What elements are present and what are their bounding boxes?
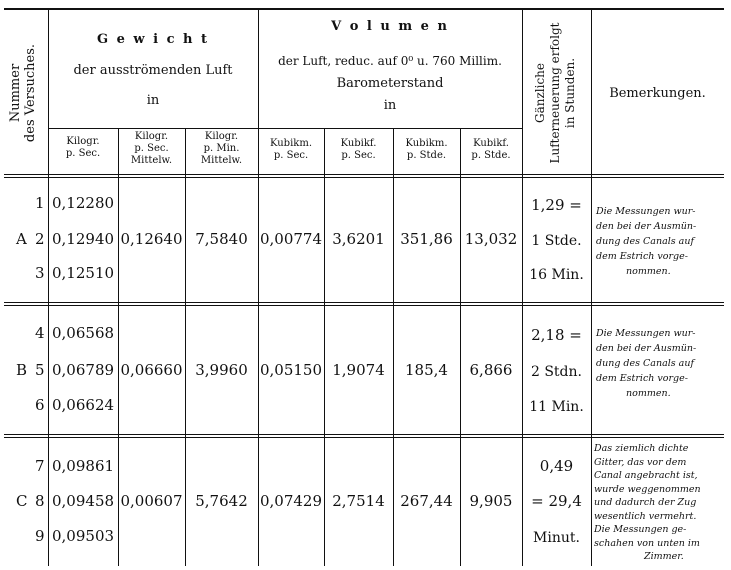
header-bottom-rule — [4, 174, 724, 175]
bemerkung-text — [596, 326, 696, 401]
top-rule — [4, 8, 724, 10]
row-number: 2 — [35, 230, 45, 248]
col-rule-8 — [522, 10, 523, 566]
kg-min-mittel: 5,7642 — [195, 492, 248, 510]
row-number: 1 — [35, 194, 45, 212]
header-gewicht-sub2: in — [146, 93, 160, 108]
unit-kbm-sec-l2: p. Sec. — [273, 150, 309, 161]
erneuerung-line: Minut. — [533, 530, 580, 546]
header-nummer — [8, 28, 42, 158]
kg-sec-mittel: 0,12640 — [120, 230, 183, 248]
unit-kbm-sec — [258, 138, 324, 162]
kbm-std: 185,4 — [405, 361, 448, 379]
row-number: 6 — [35, 396, 45, 414]
unit-kg-min-mittel — [185, 131, 258, 167]
kg-sec-value: 0,09861 — [52, 457, 115, 475]
row-number: 5 — [35, 361, 45, 379]
unit-kbm-std-l2: p. Stde. — [406, 150, 447, 161]
header-erneuerung — [533, 18, 579, 168]
kbm-sec: 0,07429 — [259, 492, 323, 510]
bemerkung-line: den bei der Ausmün- — [596, 221, 697, 232]
group-a-rule — [4, 302, 724, 303]
bemerkung-line: wesentlich vermehrt. — [594, 510, 697, 522]
kg-min-mittel: 7,5840 — [195, 230, 248, 248]
header-volumen-sub3: in — [383, 98, 397, 113]
group-b-rule-2 — [4, 437, 724, 438]
kg-sec-value: 0,06624 — [52, 396, 115, 414]
unit-kbf-std-l2: p. Stde. — [471, 150, 511, 161]
erneuerung-line: 1,29 = — [531, 196, 582, 214]
group-letter: A — [16, 230, 27, 248]
erneuerung-line: 2 Stdn. — [530, 364, 582, 380]
unit-kg-sec — [48, 136, 118, 160]
header-erneuerung-line2: Lufterneuerung erfolgt — [548, 22, 562, 164]
header-bottom-rule-2 — [4, 177, 724, 178]
bemerkung-line: Das ziemlich dichte — [594, 443, 689, 454]
bemerkung-line: wurde weggenommen — [594, 483, 701, 495]
kg-sec-value: 0,12940 — [52, 230, 115, 248]
header-nummer-line1: Nummer — [8, 63, 23, 123]
kg-sec-value: 0,12510 — [52, 264, 115, 282]
unit-kg-sec-mittel-l2: p. Sec. — [134, 143, 169, 154]
group-letter: B — [16, 361, 28, 379]
units-rule — [48, 128, 522, 129]
kbm-std: 267,44 — [400, 492, 453, 510]
unit-kbf-sec-l2: p. Sec. — [341, 150, 376, 161]
kg-sec-value: 0,09458 — [52, 492, 115, 510]
kbm-std: 351,86 — [400, 230, 453, 248]
unit-kbf-std — [460, 138, 522, 162]
kbf-sec: 2,7514 — [332, 492, 385, 510]
kg-sec-value: 0,06789 — [52, 361, 115, 379]
group-a-rule-2 — [4, 305, 724, 306]
kg-sec-mittel: 0,00607 — [120, 492, 183, 510]
kg-min-mittel: 3,9960 — [195, 361, 248, 379]
bemerkung-line: schahen von unten im — [594, 537, 700, 549]
row-number: 8 — [35, 492, 45, 510]
unit-kg-sec-mittel-l3: Mittelw. — [130, 155, 173, 166]
header-volumen-title: V o l u m e n — [331, 19, 449, 34]
bemerkung-line: Die Messungen wur- — [596, 328, 696, 339]
kg-sec-value: 0,09503 — [52, 527, 115, 545]
unit-kbm-sec-l1: Kubikm. — [269, 138, 312, 149]
header-erneuerung-line3: in Stunden. — [563, 57, 577, 129]
erneuerung-line: 2,18 = — [531, 326, 582, 344]
unit-kg-min-mittel-l3: Mittelw. — [200, 155, 243, 166]
erneuerung-line: 0,49 — [539, 457, 574, 475]
bemerkung-line: Gitter, das vor dem — [594, 456, 687, 468]
row-number: 7 — [35, 457, 45, 475]
kbf-sec: 3,6201 — [332, 230, 385, 248]
unit-kbf-sec-l1: Kubikf. — [340, 138, 377, 149]
bemerkung-line: Die Messungen wur- — [596, 206, 696, 217]
unit-kg-min-mittel-l1: Kilogr. — [204, 131, 239, 142]
bemerkung-text — [596, 204, 696, 279]
group-letter: C — [16, 492, 28, 510]
unit-kg-sec-mittel-l1: Kilogr. — [134, 131, 169, 142]
row-number: 3 — [35, 264, 45, 282]
bemerkung-line: dung des Canals auf — [596, 236, 694, 247]
group-b-rule — [4, 434, 724, 435]
bemerkung-line: dem Estrich vorge- — [596, 251, 688, 262]
bemerkung-line: Die Messungen ge- — [594, 524, 687, 535]
header-nummer-line2: des Versuches. — [23, 43, 38, 143]
row-number: 4 — [35, 324, 45, 342]
kbf-std: 6,866 — [469, 361, 513, 379]
unit-kg-min-mittel-l2: p. Min. — [203, 143, 240, 154]
unit-kbm-std — [393, 138, 460, 162]
kg-sec-mittel: 0,06660 — [120, 361, 183, 379]
col-rule-4 — [258, 10, 259, 566]
bemerkung-line: nommen. — [626, 266, 671, 277]
row-number: 9 — [35, 527, 45, 545]
kbf-sec: 1,9074 — [332, 361, 385, 379]
bemerkung-line: nommen. — [626, 388, 671, 399]
unit-kbf-sec — [324, 138, 393, 162]
erneuerung-line: 16 Min. — [529, 267, 584, 283]
header-volumen-sub2: Barometerstand — [336, 76, 444, 91]
kbm-sec: 0,05150 — [259, 361, 323, 379]
bemerkung-line: dem Estrich vorge- — [596, 373, 688, 384]
header-gewicht-title: G e w i c h t — [96, 32, 210, 47]
unit-kg-sec-l2: p. Sec. — [65, 148, 101, 159]
bemerkung-line: dung des Canals auf — [596, 358, 694, 369]
unit-kbm-std-l1: Kubikm. — [405, 138, 448, 149]
erneuerung-line: 1 Stde. — [531, 233, 582, 249]
bemerkung-line: und dadurch der Zug — [594, 497, 697, 508]
unit-kg-sec-l1: Kilogr. — [66, 136, 100, 147]
header-gewicht-sub1: der ausströmenden Luft — [73, 63, 233, 78]
unit-kbf-std-l1: Kubikf. — [473, 138, 509, 149]
header-volumen-sub1: der Luft, reduc. auf 0⁰ u. 760 Millim. — [278, 54, 502, 68]
header-bemerkungen: Bemerkungen. — [609, 86, 706, 101]
kbm-sec: 0,00774 — [259, 230, 323, 248]
erneuerung-line: 11 Min. — [529, 399, 584, 415]
bemerkung-line: Zimmer. — [644, 551, 684, 562]
bemerkung-text — [594, 442, 701, 564]
header-erneuerung-line1: Gänzliche — [533, 62, 547, 124]
erneuerung-line: = 29,4 — [531, 492, 582, 510]
kg-sec-value: 0,12280 — [52, 194, 115, 212]
bemerkung-line: den bei der Ausmün- — [596, 343, 697, 354]
kbf-std: 13,032 — [464, 230, 518, 248]
unit-kg-sec-mittel — [118, 131, 185, 167]
kg-sec-value: 0,06568 — [52, 324, 115, 342]
bemerkung-line: Canal angebracht ist, — [594, 470, 698, 481]
kbf-std: 9,905 — [469, 492, 513, 510]
